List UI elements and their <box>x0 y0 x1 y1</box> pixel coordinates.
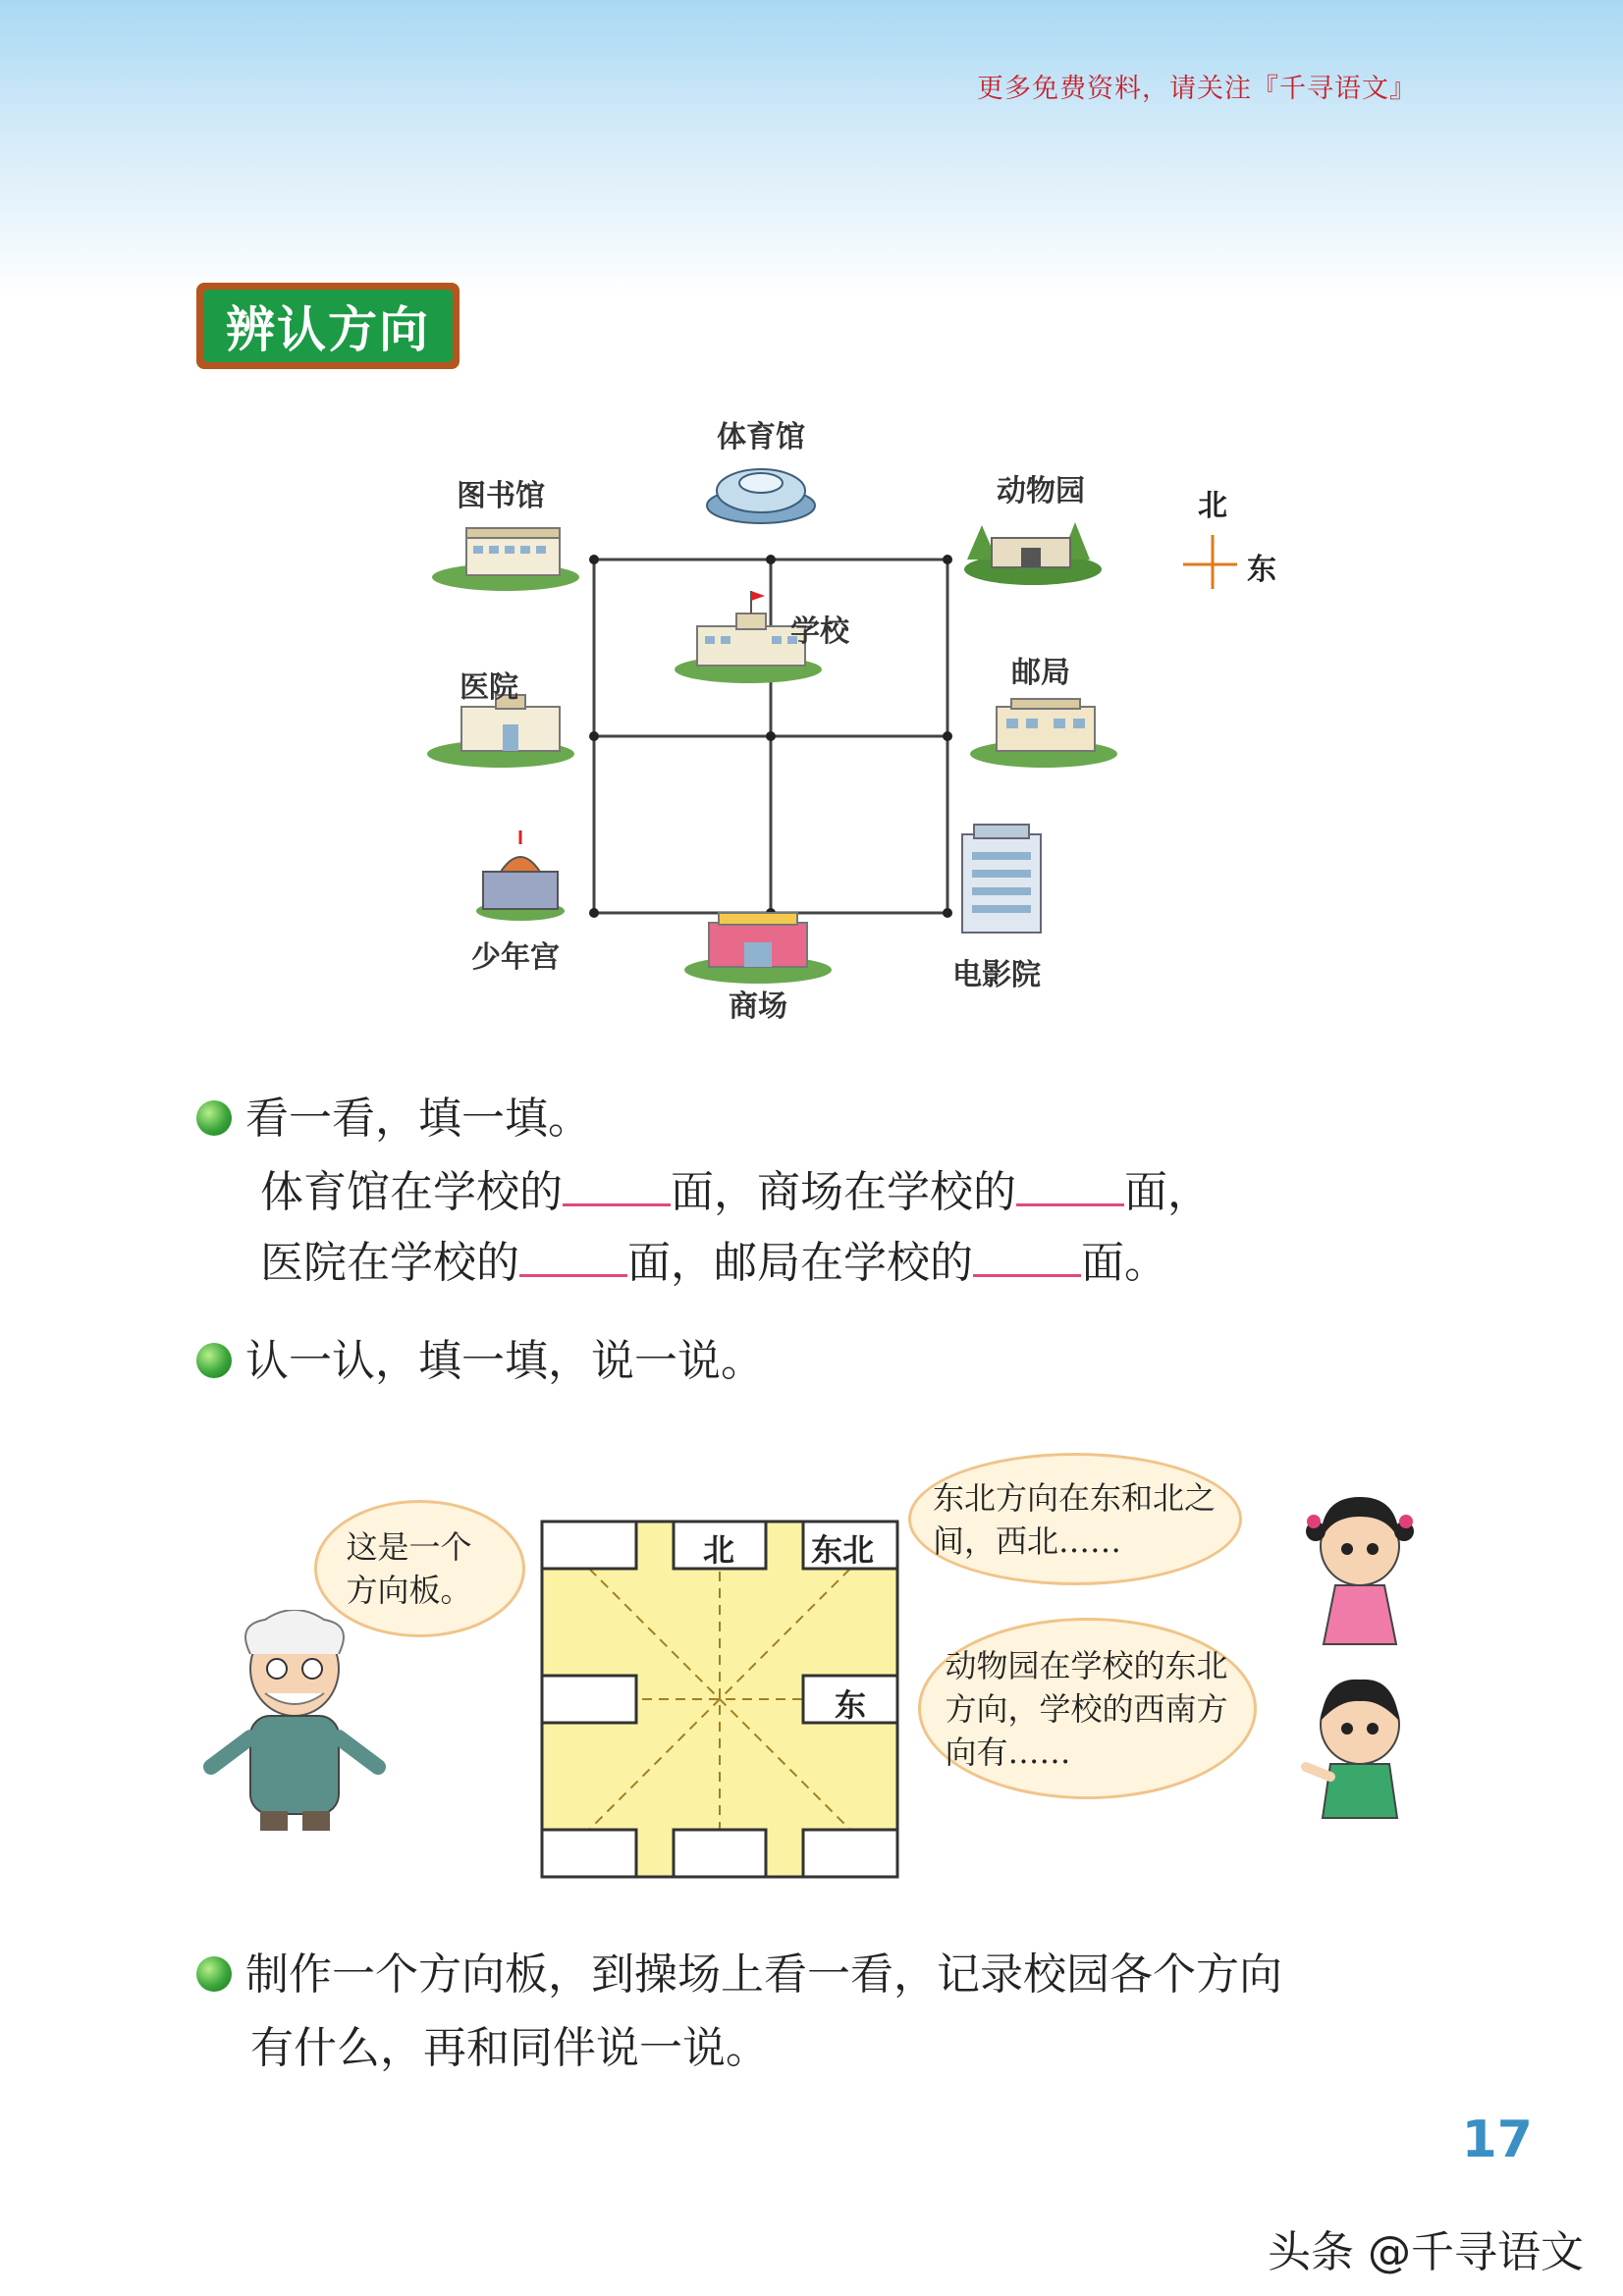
zoo-icon <box>964 522 1102 585</box>
q1-l1-part-c: 面， <box>1124 1167 1211 1217</box>
green-bullet-icon <box>196 1100 232 1136</box>
question-1-text: 看一看，填一填。 <box>245 1094 591 1144</box>
board-northeast-label: 东北 <box>811 1531 875 1569</box>
library-icon <box>432 528 579 591</box>
q1-l1-part-b: 面，商场在学校的 <box>671 1167 1016 1217</box>
question-3-text-1: 制作一个方向板，到操场上看一看，记录校园各个方向 <box>245 1949 1282 2000</box>
section-title: 辨认方向 <box>203 290 453 362</box>
hospital-icon <box>427 695 574 768</box>
label-youth-palace: 少年宫 <box>471 940 560 975</box>
section-title-badge <box>196 283 460 369</box>
label-gym: 体育馆 <box>717 420 805 454</box>
label-mall: 商场 <box>729 989 787 1024</box>
question-3-line-1 <box>196 1939 1282 2002</box>
question-1-line-2 <box>260 1227 1167 1290</box>
teacher-speech-bubble <box>314 1500 525 1637</box>
label-hospital: 医院 <box>460 670 518 705</box>
page-number: 17 <box>1461 2110 1533 2169</box>
post-office-icon <box>970 699 1117 768</box>
question-2-title <box>196 1325 764 1388</box>
green-bullet-icon <box>196 1956 232 1992</box>
direction-board <box>540 1520 899 1879</box>
green-bullet-icon <box>196 1343 232 1378</box>
girl-speech-text: 东北方向在东和北之间，西北…… <box>933 1478 1217 1560</box>
teacher-illustration <box>196 1610 393 1836</box>
answer-blank-gym[interactable] <box>563 1168 671 1206</box>
question-1-line-1 <box>260 1156 1211 1219</box>
answer-blank-hospital[interactable] <box>519 1239 627 1277</box>
q1-l2-part-c: 面。 <box>1081 1238 1167 1288</box>
cinema-icon <box>962 825 1041 933</box>
boy-speech-text: 动物园在学校的东北方向，学校的西南方向有…… <box>945 1646 1228 1771</box>
header-note: 更多免费资料，请关注『千寻语文』 <box>977 74 1417 104</box>
compass-north-label: 北 <box>1198 489 1227 523</box>
compass-east-label: 东 <box>1247 553 1276 587</box>
label-zoo: 动物园 <box>997 474 1085 508</box>
question-1-title <box>196 1083 591 1146</box>
mall-icon <box>684 913 832 984</box>
boy-speech-bubble <box>918 1618 1257 1799</box>
watermark: 头条 @千寻语文 <box>1268 2227 1584 2277</box>
q1-l2-part-b: 面，邮局在学校的 <box>627 1238 973 1288</box>
youth-palace-icon <box>476 830 565 921</box>
gym-icon <box>707 469 815 523</box>
question-3-line-2: 有什么，再和同伴说一说。 <box>250 2023 769 2073</box>
board-east-label: 东 <box>835 1686 867 1724</box>
girl-speech-bubble <box>908 1453 1242 1585</box>
answer-blank-post-office[interactable] <box>973 1239 1081 1277</box>
q1-l2-part-a: 医院在学校的 <box>260 1238 519 1288</box>
compass-icon <box>1183 535 1237 589</box>
question-2-text: 认一认，填一填，说一说。 <box>245 1336 764 1386</box>
answer-blank-mall[interactable] <box>1016 1168 1124 1206</box>
board-north-label: 北 <box>703 1531 735 1569</box>
q1-l1-part-a: 体育馆在学校的 <box>260 1167 563 1217</box>
direction-map <box>373 412 1316 1041</box>
teacher-speech-text: 这是一个方向板。 <box>346 1528 472 1609</box>
label-cinema: 电影院 <box>952 958 1041 992</box>
boy-illustration <box>1296 1674 1424 1831</box>
label-library: 图书馆 <box>457 479 545 513</box>
label-school: 学校 <box>790 614 849 649</box>
header-band <box>0 0 1623 294</box>
girl-illustration <box>1296 1492 1424 1669</box>
label-post-office: 邮局 <box>1011 656 1070 690</box>
